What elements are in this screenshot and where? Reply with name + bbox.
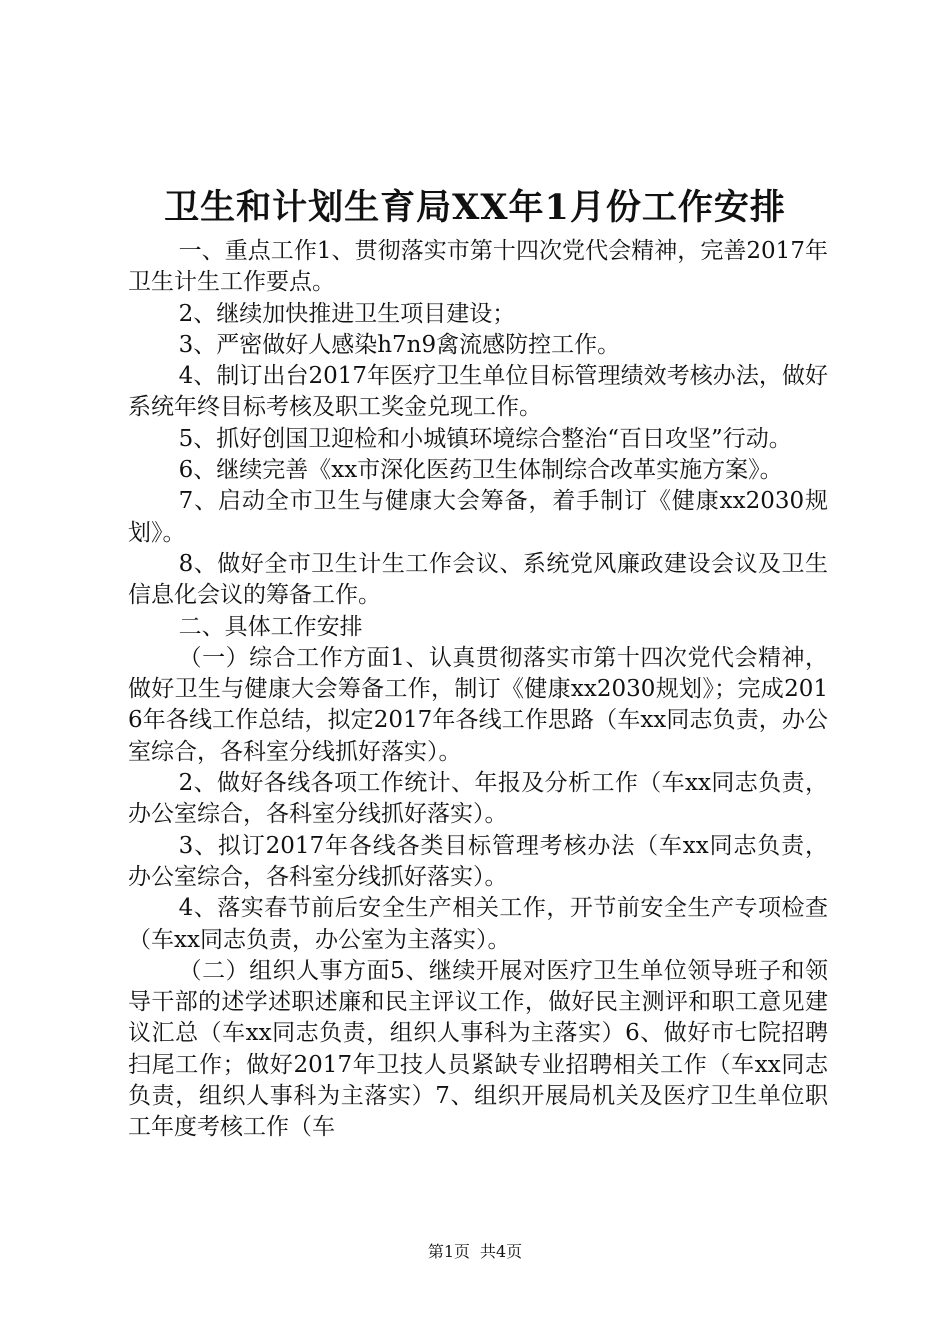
document-title: 卫生和计划生育局XX年1月份工作安排 — [164, 187, 786, 228]
paragraph-key-work-2: 2、继续加快推进卫生项目建设； — [178, 300, 516, 327]
paragraph-general-work-2: 2、做好各线各项工作统计、年报及分析工作（车xx同志负责，办公室综合，各科室分线抓好落实）。 — [128, 770, 828, 828]
page-number-current: 第1页 — [427, 1242, 470, 1261]
paragraph-key-work-7: 7、启动全市卫生与健康大会筹备，着手制订《健康xx2030规划》。 — [128, 488, 828, 546]
page-number-total: 共4页 — [480, 1242, 523, 1261]
paragraph-general-work-4: 4、落实春节前后安全生产相关工作，开节前安全生产专项检查（车xx同志负责，办公室为主落实）。 — [128, 895, 828, 953]
paragraph-personnel-work: （二）组织人事方面5、继续开展对医疗卫生单位领导班子和领导干部的述学述职述廉和民主评议工作，做好民主测评和职工意见建议汇总（车xx同志负责，组织人事科为主落实）6、做好市七院招聘扫尾工作；做好2017年卫技人员紧缺专业招聘相关工作（车xx同志负责，组织人事科为主落实）7、组织开展局机关及医疗卫生单位职工年度考核工作（车 — [128, 957, 828, 1141]
document-body — [128, 236, 828, 1144]
paragraph-key-work-4: 4、制订出台2017年医疗卫生单位目标管理绩效考核办法，做好系统年终目标考核及职工奖金兑现工作。 — [128, 363, 828, 421]
paragraph-key-work-3: 3、严密做好人感染h7n9禽流感防控工作。 — [178, 331, 621, 358]
paragraph-general-work-1: （一）综合工作方面1、认真贯彻落实市第十四次党代会精神，做好卫生与健康大会筹备工作，制订《健康xx2030规划》；完成2016年各线工作总结，拟定2017年各线工作思路（车xx同志负责，办公室综合，各科室分线抓好落实）。 — [128, 644, 828, 765]
section-heading-specific-arrangements: 二、具体工作安排 — [178, 613, 363, 640]
paragraph-key-work-1: 一、重点工作1、贯彻落实市第十四次党代会精神，完善2017年卫生计生工作要点。 — [128, 238, 828, 296]
paragraph-key-work-5: 5、抓好创国卫迎检和小城镇环境综合整治“百日攻坚”行动。 — [178, 425, 792, 452]
page-footer — [0, 1240, 950, 1264]
paragraph-key-work-8: 8、做好全市卫生计生工作会议、系统党风廉政建设会议及卫生信息化会议的筹备工作。 — [128, 550, 828, 609]
paragraph-key-work-6: 6、继续完善《xx市深化医药卫生体制综合改革实施方案》。 — [178, 457, 783, 484]
paragraph-general-work-3: 3、拟订2017年各线各类目标管理考核办法（车xx同志负责，办公室综合，各科室分线抓好落实）。 — [128, 832, 828, 890]
